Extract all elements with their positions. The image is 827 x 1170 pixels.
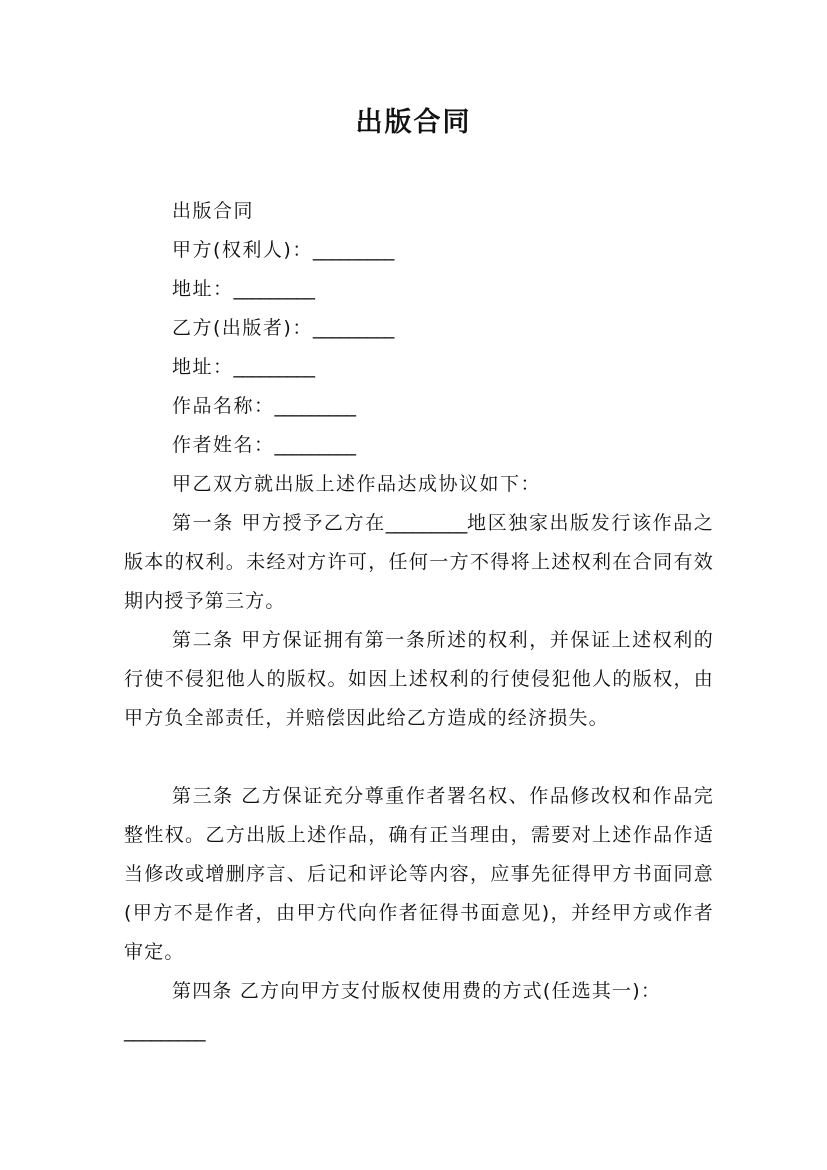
- party-a-label: 甲方(权利人)：: [172, 239, 313, 261]
- header-line-work-name: [172, 393, 356, 419]
- article-4-blank: _________: [124, 1020, 205, 1042]
- header-line-contract: [172, 198, 254, 224]
- article-1-prefix: 第一条 甲方授予乙方在: [172, 512, 386, 534]
- party-a-blank: _________: [312, 239, 394, 261]
- article-4: 第四条 乙方向甲方支付版权使用费的方式(任选其一)：: [172, 980, 662, 1002]
- author-name-blank: _________: [274, 434, 356, 456]
- article-2: 第二条 甲方保证拥有第一条所述的权利，并保证上述权利的行使不侵犯他人的版权。如因上述权利的行使侵犯他人的版权，由甲方负全部责任，并赔偿因此给乙方造成的经济损失。: [124, 629, 714, 729]
- party-b-label: 乙方(出版者)：: [172, 317, 313, 339]
- author-name-label: 作者姓名：: [172, 434, 275, 456]
- address-label: 地址：: [172, 278, 234, 300]
- header-line-party-a: [172, 237, 394, 263]
- intro-text: 甲乙双方就出版上述作品达成协议如下：: [172, 473, 542, 495]
- party-b-blank: _________: [312, 317, 394, 339]
- address-label: 地址：: [172, 356, 234, 378]
- work-name-label: 作品名称：: [172, 395, 275, 417]
- address-blank: _________: [233, 278, 315, 300]
- header-line-party-a-address: [172, 276, 315, 302]
- header-label: 出版合同: [172, 200, 255, 222]
- article-1: [124, 504, 714, 621]
- agreement-intro: [172, 471, 541, 497]
- article-1-suffix: 地区独家出版发行该作品之版本的权利。未经对方许可，任何一方不得将上述权利在合同有效期内授予第三方。: [124, 512, 714, 612]
- article-1-blank: _________: [385, 512, 467, 534]
- header-line-party-b-address: [172, 354, 315, 380]
- document-title: 出版合同: [355, 107, 472, 138]
- header-line-party-b: [172, 315, 394, 341]
- article-3: 第三条 乙方保证充分尊重作者署名权、作品修改权和作品完整性权。乙方出版上述作品，确有正当理由，需要对上述作品作适当修改或增删序言、后记和评论等内容，应事先征得甲方书面同意(甲方不是作者，由甲方代向作者征得书面意见)，并经甲方或作者审定。: [124, 785, 714, 963]
- work-name-blank: _________: [274, 395, 356, 417]
- header-line-author-name: [172, 432, 356, 458]
- address-blank: _________: [233, 356, 315, 378]
